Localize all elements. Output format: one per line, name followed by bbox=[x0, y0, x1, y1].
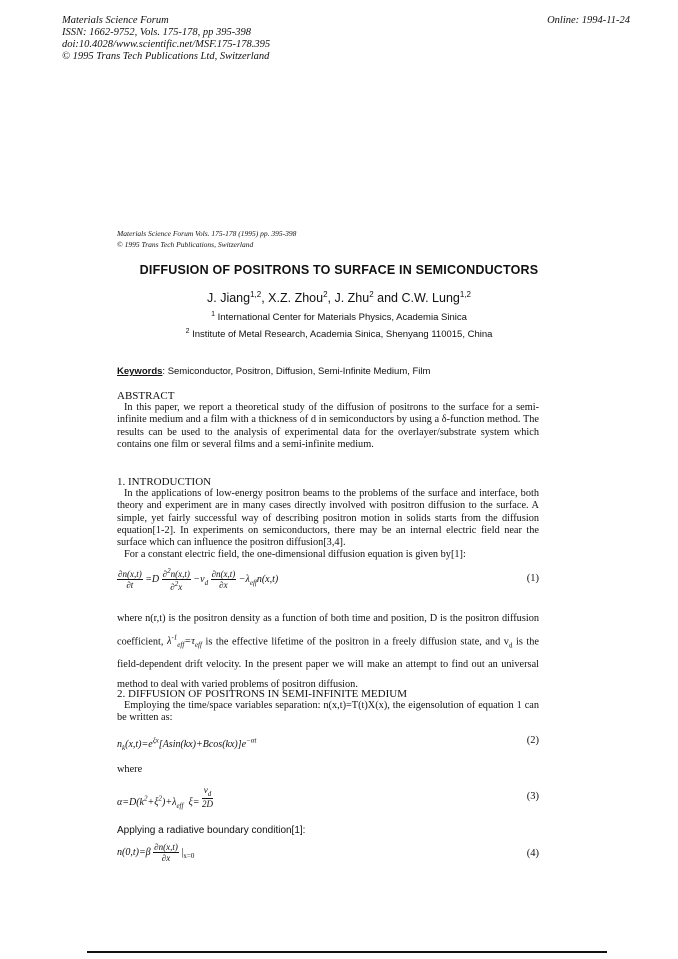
intro-paragraph: In the applications of low-energy positron beams to the problems of the surface and interface, both theory and experiment are in many cases directly involved with positron diffusion to the surface. A simple, yet fairly successful way of describing positron motion in solids starts from the diffusion equation[1-2]. In experiments on semiconductors, there may be an internal electric field near the surface which can influence the positron diffusion[3,4]. bbox=[117, 488, 539, 549]
fraction: $\frac{\partial n(x,t)}{\partial x}$ bbox=[211, 569, 236, 590]
citation-copyright: © 1995 Trans Tech Publications, Switzerland bbox=[117, 240, 254, 249]
section-heading: 1. INTRODUCTION bbox=[117, 476, 212, 488]
author-list bbox=[0, 290, 678, 305]
equation-number: (4) bbox=[526, 848, 539, 859]
keywords-label: Keywords bbox=[117, 366, 163, 377]
boundary-paragraph: Applying a radiative boundary condition[1]: bbox=[117, 825, 306, 836]
fraction: $\frac{\partial n(x,t)}{\partial x}$ bbox=[154, 842, 178, 863]
equation-number: (3) bbox=[526, 791, 539, 802]
affiliation-1 bbox=[0, 311, 678, 323]
explanation-paragraph: where n(r,t) is the positron density as a function of both time and position, D is the positron diffusion coefficient, $\lambda^{-1}_{eff}=\tau_{eff}$ is the effective lifetime of the positron in a freely diffusion state, and $v_d$ is the field-dependent drift velocity. In the present paper we will make an attempt to find out an universal method to deal with varied problems of positron diffusion. bbox=[117, 613, 539, 690]
text-run: is the field-dependent drift velocity. In the present paper we will make an attempt to find out an universal method to deal with varied problems of positron diffusion. bbox=[117, 635, 539, 690]
abstract-text: In this paper, we report a theoretical study of the diffusion of positrons to the surface for a semi-infinite medium and a film with a thickness of d in semiconductors by using a δ-function method. The results can be used to the analysis of experimental data for the overlayer/substrate system which contains one film or several films and a semi-infinite medium. bbox=[117, 402, 539, 450]
where-text: where bbox=[117, 764, 143, 775]
text-run: where n(r,t) is the positron density as a function of both time and position, D is the positron diffusion coefficient, bbox=[117, 613, 539, 647]
citation-block bbox=[117, 228, 296, 250]
author-affiliation-mark: 2 bbox=[323, 290, 328, 299]
journal-name: Materials Science Forum bbox=[62, 15, 169, 26]
author-name: C.W. Lung bbox=[401, 291, 460, 306]
text-run: is the effective lifetime of the positron in a freely diffusion state, and v bbox=[201, 635, 509, 647]
equation-number: (1) bbox=[526, 573, 539, 584]
equation-number: (2) bbox=[526, 735, 539, 746]
affiliation-text: Institute of Metal Research, Academia Sinica, Shenyang 110015, China bbox=[192, 329, 493, 341]
citation-line: Materials Science Forum Vols. 175-178 (1995) pp. 395-398 bbox=[117, 229, 297, 238]
copyright: © 1995 Trans Tech Publications Ltd, Switzerland bbox=[62, 51, 270, 62]
equation-1: $\frac{\partial n(x,t)}{\partial t}$ =D $\frac{\partial^2n(x,t)}{\partial^2x}$ $-v_d$ $\frac{\partial n(x,t)}{\partial x}$ $-\lambda_{eff}n(x,t)$ (1) bbox=[118, 567, 539, 592]
boundary-text bbox=[117, 825, 539, 837]
affiliation-text: International Center for Materials Physics, Academia Sinica bbox=[217, 312, 467, 324]
intro-paragraph-2: For a constant electric field, the one-dimensional diffusion equation is given by[1]: bbox=[124, 549, 466, 561]
author-affiliation-mark: 2 bbox=[369, 290, 374, 299]
section-introduction bbox=[117, 476, 539, 561]
author-name: J. Jiang bbox=[207, 291, 251, 306]
author-affiliation-mark: 1,2 bbox=[459, 290, 471, 299]
fraction: $\frac{\partial^2n(x,t)}{\partial^2x}$ bbox=[162, 567, 190, 592]
equation-4: n(0,t)=β $\frac{\partial n(x,t)}{\partial x}$ $|_{x=0}$ (4) bbox=[117, 842, 539, 863]
equation-2: $n_k(x,t)=e^{\xi x}[Asin(kx)+Bcos(kx)]e^{-\alpha t}$ (2) bbox=[117, 735, 539, 753]
fraction: $\frac{\partial n(x,t)}{\partial t}$ bbox=[118, 569, 142, 590]
affiliation-mark: 2 bbox=[185, 328, 190, 335]
author-separator: and bbox=[373, 291, 402, 306]
doi: doi:10.4028/www.scientific.net/MSF.175-178.395 bbox=[62, 39, 271, 50]
online-date: Online: 1994-11-24 bbox=[547, 15, 630, 26]
journal-header bbox=[62, 15, 270, 63]
bottom-rule bbox=[87, 951, 607, 953]
abstract-heading: ABSTRACT bbox=[117, 390, 175, 402]
affiliation-2 bbox=[0, 328, 678, 340]
author-name: X.Z. Zhou bbox=[268, 291, 324, 306]
author-name: J. Zhu bbox=[334, 291, 370, 306]
equation-3: $\alpha=D(k^2+\xi^2)+\lambda_{eff}$ ξ= $\frac{v_d}{2D}$ (3) bbox=[117, 785, 539, 811]
author-affiliation-mark: 1,2 bbox=[250, 290, 262, 299]
section-heading: 2. DIFFUSION OF POSITRONS IN SEMI-INFINITE MEDIUM bbox=[117, 688, 407, 700]
keywords: Keywords: Semiconductor, Positron, Diffusion, Semi-Infinite Medium, Film bbox=[117, 366, 431, 377]
author-separator: , bbox=[261, 291, 269, 306]
section2-paragraph: Employing the time/space variables separation: n(x,t)=T(t)X(x), the eigensolution of equation 1 can be written as: bbox=[117, 700, 539, 724]
fraction: $\frac{v_d}{2D}$ bbox=[201, 785, 213, 809]
paper-title: DIFFUSION OF POSITRONS TO SURFACE IN SEMICONDUCTORS bbox=[139, 263, 539, 277]
keywords-text: Semiconductor, Positron, Diffusion, Semi-Infinite Medium, Film bbox=[167, 366, 431, 377]
section-semi-infinite bbox=[117, 688, 539, 725]
abstract bbox=[117, 390, 539, 451]
issn: ISSN: 1662-9752, Vols. 175-178, pp 395-398 bbox=[62, 27, 251, 38]
eq1-explanation bbox=[117, 609, 539, 694]
where-label bbox=[117, 764, 539, 776]
author-separator: , bbox=[327, 291, 335, 306]
affiliation-mark: 1 bbox=[211, 311, 216, 318]
